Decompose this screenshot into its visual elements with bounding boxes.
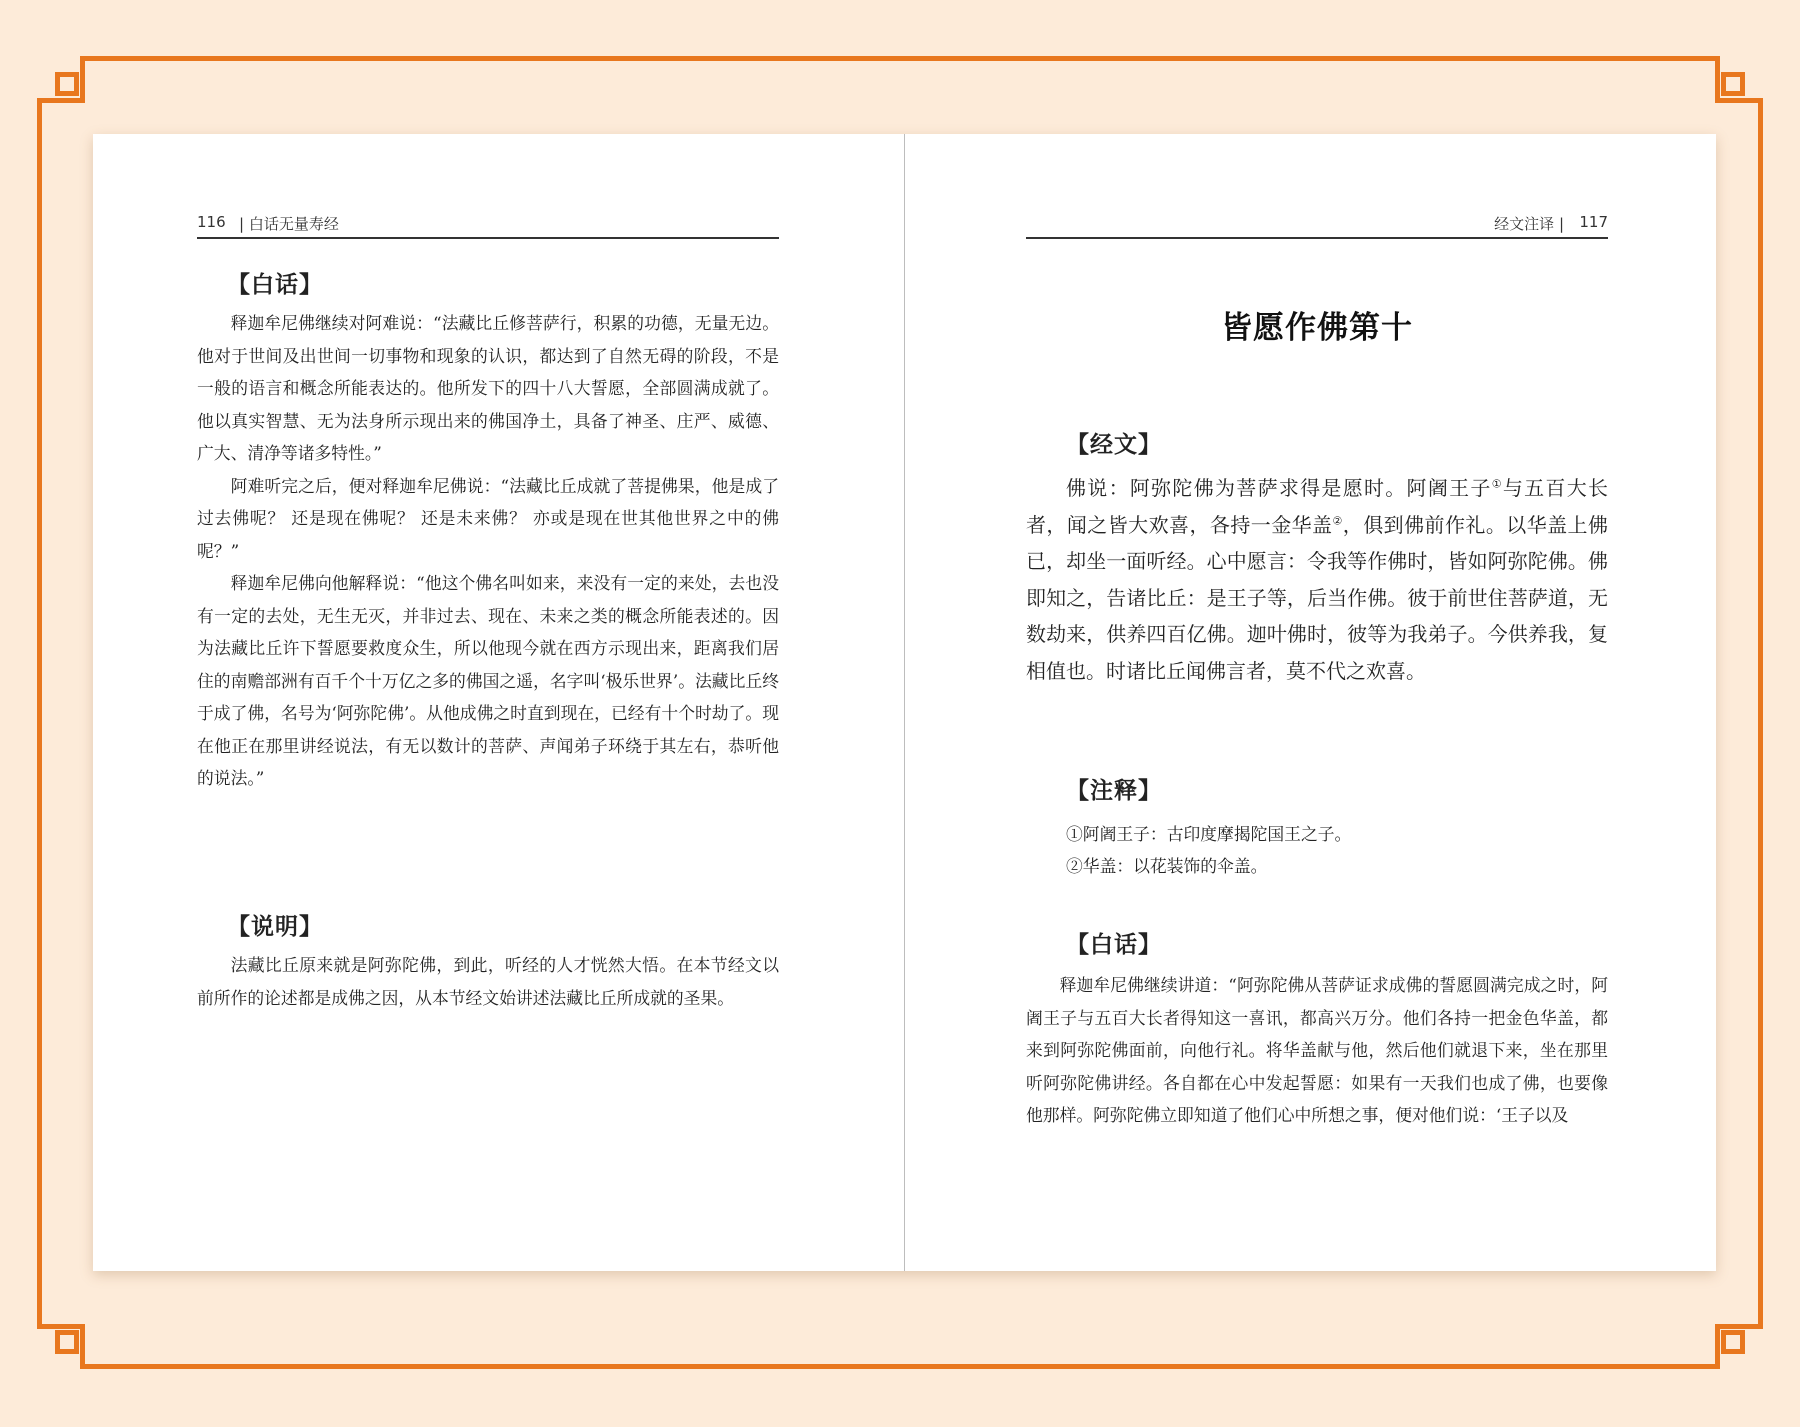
frame-corner-bl-v: [80, 1326, 85, 1369]
note-item: ②华盖：以花装饰的伞盖。: [1066, 856, 1268, 876]
corner-ornament-bl: [55, 1330, 79, 1354]
left-running-title: | 白话无量寿经: [239, 215, 339, 233]
paragraph: 阿难听完之后，便对释迦牟尼佛说：“法藏比丘成就了菩提佛果，他是成了过去佛呢？ 还是现在佛呢？ 还是未来佛？ 亦或是现在世其他世界之中的佛呢？”: [197, 475, 779, 561]
frame-corner-tr-v: [1715, 56, 1720, 100]
corner-ornament-tr: [1721, 72, 1745, 96]
frame-bottom: [80, 1364, 1720, 1369]
right-section-heading-notes: 【注释】: [1066, 778, 1162, 804]
frame-right: [1758, 100, 1763, 1326]
frame-corner-tr-h: [1715, 98, 1763, 103]
right-section-heading-scripture: 【经文】: [1066, 432, 1162, 458]
paragraph: 释迦牟尼佛继续对阿难说：“法藏比丘修菩萨行，积累的功德，无量无边。他对于世间及出世间一切事物和现象的认识，都达到了自然无碍的阶段，不是一般的语言和概念所能表达的。他所发下的四十八大誓愿，全部圆满成就了。他以真实智慧、无为法身所示现出来的佛国净土，具备了神圣、庄严、威德、广大、清净等诸多特性。”: [197, 313, 779, 463]
chapter-title: 皆愿作佛第十: [1221, 310, 1413, 346]
frame-corner-br-v: [1715, 1326, 1720, 1369]
scripture-paragraph: [1026, 470, 1608, 689]
frame-corner-tl-h: [37, 98, 85, 103]
right-running-head: [1026, 211, 1608, 239]
corner-ornament-tl: [55, 72, 79, 96]
left-section-heading-vernacular: 【白话】: [227, 272, 323, 298]
left-explanation-text: [197, 949, 779, 1014]
left-page-number: 116: [197, 213, 226, 231]
right-vernacular-text: [1026, 969, 1608, 1132]
left-vernacular-text: [197, 307, 779, 795]
scripture-text-part-3: ，俱到佛前作礼。以华盖上佛已，却坐一面听经。心中愿言：令我等作佛时，皆如阿弥陀佛。佛即知之，告诸比丘：是王子等，后当作佛。彼于前世住菩萨道，无数劫来，供养四百亿佛。迦叶佛时，彼等为我弟子。今供养我，复相值也。时诸比丘闻佛言者，莫不代之欢喜。: [1026, 512, 1608, 683]
left-section-heading-explanation: 【说明】: [227, 914, 323, 940]
footnote-marker-1: ①: [1491, 477, 1503, 491]
footnote-marker-2: ②: [1332, 513, 1343, 527]
left-running-head: [197, 211, 779, 239]
scripture-text-part-1: 佛说：阿弥陀佛为菩萨求得是愿时。阿阇王子: [1066, 476, 1492, 500]
right-section-heading-vernacular: 【白话】: [1066, 932, 1162, 958]
paragraph: 释迦牟尼佛继续讲道：“阿弥陀佛从菩萨证求成佛的誓愿圆满完成之时，阿阇王子与五百大长者得知这一喜讯，都高兴万分。他们各持一把金色华盖，都来到阿弥陀佛面前，向他行礼。将华盖献与他，然后他们就退下来，坐在那里听阿弥陀佛讲经。各自都在心中发起誓愿：如果有一天我们也成了佛，也要像他那样。阿弥陀佛立即知道了他们心中所想之事，便对他们说：‘王子以及: [1026, 975, 1608, 1125]
frame-corner-tl-v: [80, 56, 85, 100]
paragraph: 法藏比丘原来就是阿弥陀佛，到此，听经的人才恍然大悟。在本节经文以前所作的论述都是成佛之因，从本节经文始讲述法藏比丘所成就的圣果。: [197, 955, 779, 1008]
frame-corner-bl-h: [37, 1324, 85, 1329]
book-gutter: [904, 134, 905, 1271]
scripture-text: [1026, 470, 1608, 689]
paragraph: 释迦牟尼佛向他解释说：“他这个佛名叫如来，来没有一定的来处，去也没有一定的去处，无生无灭，并非过去、现在、未来之类的概念所能表述的。因为法藏比丘许下誓愿要救度众生，所以他现今就在西方示现出来，距离我们居住的南赡部洲有百千个十万亿之多的佛国之遥，名字叫‘极乐世界’。法藏比丘终于成了佛，名号为‘阿弥陀佛’。从他成佛之时直到现在，已经有十个时劫了。现在他正在那里讲经说法，有无以数计的菩萨、声闻弟子环绕于其左右，恭听他的说法。”: [197, 573, 779, 788]
right-running-title: 经文注译 |: [1494, 215, 1564, 233]
corner-ornament-br: [1721, 1330, 1745, 1354]
notes-list: [1066, 818, 1351, 882]
frame-left: [37, 100, 42, 1326]
frame-top: [80, 56, 1720, 61]
scripture-text-part-2: 与五百大长者，闻之皆大欢喜，各持一金华盖: [1026, 476, 1608, 537]
right-page: [1026, 134, 1608, 1271]
note-item: ①阿阇王子：古印度摩揭陀国王之子。: [1066, 824, 1352, 844]
right-page-number: 117: [1579, 213, 1608, 231]
left-page: [197, 134, 779, 1271]
frame-corner-br-h: [1715, 1324, 1763, 1329]
open-book-spread: [93, 134, 1716, 1271]
